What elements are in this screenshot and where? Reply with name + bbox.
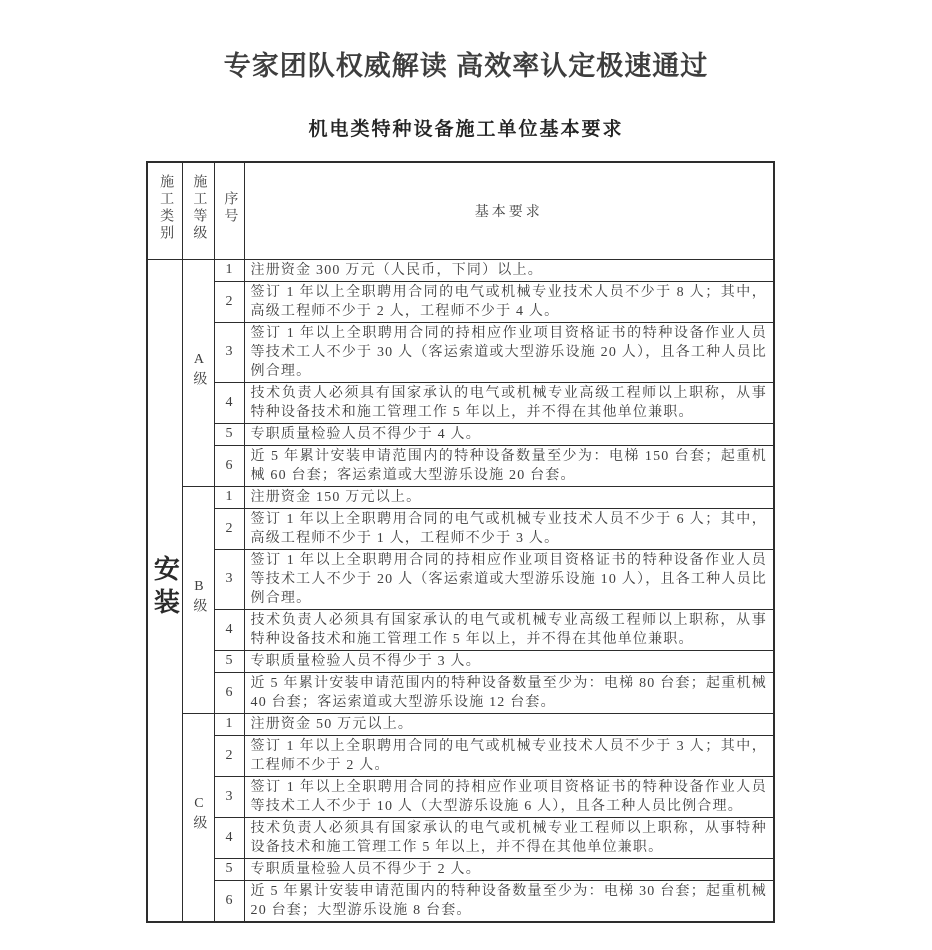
table-row [147,858,774,880]
requirement-cell: 注册资金 150 万元以上。 [244,486,774,508]
requirement-cell: 签订 1 年以上全职聘用合同的持相应作业项目资格证书的特种设备作业人员等技术工人不少于 30 人（客运索道或大型游乐设施 20 人），且各工种人员比例合理。 [244,322,774,382]
table-row [147,713,774,735]
seq-cell: 6 [214,880,244,922]
table-row [147,486,774,508]
seq-cell: 4 [214,382,244,423]
table-row [147,259,774,281]
requirement-cell: 专职质量检验人员不得少于 2 人。 [244,858,774,880]
requirement-cell: 签订 1 年以上全职聘用合同的电气或机械专业技术人员不少于 8 人；其中，高级工程师不少于 2 人，工程师不少于 4 人。 [244,281,774,322]
requirement-cell: 注册资金 50 万元以上。 [244,713,774,735]
grade-cell-a [182,259,214,486]
requirement-cell: 签订 1 年以上全职聘用合同的电气或机械专业技术人员不少于 6 人；其中，高级工程师不少于 1 人，工程师不少于 3 人。 [244,508,774,549]
requirement-cell: 技术负责人必须具有国家承认的电气或机械专业高级工程师以上职称，从事特种设备技术和施工管理工作 5 年以上，并不得在其他单位兼职。 [244,382,774,423]
grade-cell-c [182,713,214,922]
seq-cell: 3 [214,549,244,609]
seq-cell: 2 [214,281,244,322]
requirement-cell: 近 5 年累计安装申请范围内的特种设备数量至少为：电梯 30 台套；起重机械 20 台套；大型游乐设施 8 台套。 [244,880,774,922]
requirement-cell: 近 5 年累计安装申请范围内的特种设备数量至少为：电梯 80 台套；起重机械 40 台套；客运索道或大型游乐设施 12 台套。 [244,672,774,713]
table-caption: 机电类特种设备施工单位基本要求 [308,119,624,140]
table-row [147,817,774,858]
table-row [147,880,774,922]
header-category-label: 施工类别 [158,174,174,243]
requirement-cell: 专职质量检验人员不得少于 3 人。 [244,650,774,672]
requirements-table [146,161,775,923]
seq-cell: 6 [214,445,244,486]
header-category [147,162,182,259]
table-row [147,382,774,423]
grade-b-label: B级 [191,578,207,616]
page-title: 专家团队权威解读 高效率认定极速通过 [223,51,709,81]
grade-cell-b [182,486,214,713]
requirement-cell: 技术负责人必须具有国家承认的电气或机械专业高级工程师以上职称，从事特种设备技术和施工管理工作 5 年以上，并不得在其他单位兼职。 [244,609,774,650]
seq-cell: 4 [214,817,244,858]
table-row [147,549,774,609]
table-header-row [147,162,774,259]
requirement-cell: 近 5 年累计安装申请范围内的特种设备数量至少为：电梯 150 台套；起重机械 60 台套；客运索道或大型游乐设施 20 台套。 [244,445,774,486]
category-label: 安装 [150,554,180,621]
table-row [147,322,774,382]
category-cell [147,259,182,922]
seq-cell: 5 [214,858,244,880]
seq-cell: 3 [214,322,244,382]
header-requirement: 基本要求 [244,162,774,259]
grade-a-label: A级 [191,351,207,389]
requirement-cell: 签订 1 年以上全职聘用合同的持相应作业项目资格证书的特种设备作业人员等技术工人不少于 20 人（客运索道或大型游乐设施 10 人），且各工种人员比例合理。 [244,549,774,609]
table-row [147,281,774,322]
table-row [147,735,774,776]
header-grade [182,162,214,259]
seq-cell: 5 [214,650,244,672]
seq-cell: 2 [214,508,244,549]
requirement-cell: 注册资金 300 万元（人民币，下同）以上。 [244,259,774,281]
seq-cell: 3 [214,776,244,817]
table-row [147,508,774,549]
requirement-cell: 专职质量检验人员不得少于 4 人。 [244,423,774,445]
header-seq-label: 序号 [222,191,238,226]
table-row [147,423,774,445]
grade-c-label: C级 [191,796,207,833]
header-seq [214,162,244,259]
seq-cell: 1 [214,713,244,735]
header-grade-label: 施工等级 [191,174,207,243]
table-row [147,776,774,817]
table-row [147,445,774,486]
seq-cell: 1 [214,259,244,281]
seq-cell: 1 [214,486,244,508]
requirement-cell: 技术负责人必须具有国家承认的电气或机械专业工程师以上职称，从事特种设备技术和施工管理工作 5 年以上，并不得在其他单位兼职。 [244,817,774,858]
table-row [147,650,774,672]
table-row [147,609,774,650]
seq-cell: 5 [214,423,244,445]
seq-cell: 4 [214,609,244,650]
requirement-cell: 签订 1 年以上全职聘用合同的持相应作业项目资格证书的特种设备作业人员等技术工人不少于 10 人（大型游乐设施 6 人），且各工种人员比例合理。 [244,776,774,817]
requirement-cell: 签订 1 年以上全职聘用合同的电气或机械专业技术人员不少于 3 人；其中，工程师不少于 2 人。 [244,735,774,776]
seq-cell: 6 [214,672,244,713]
table-row [147,672,774,713]
seq-cell: 2 [214,735,244,776]
